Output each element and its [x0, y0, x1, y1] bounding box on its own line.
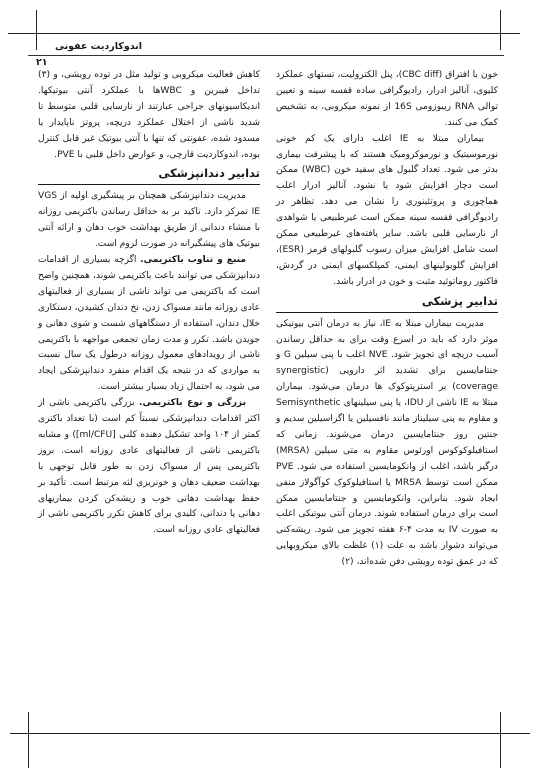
section-heading-text: تدابیر پزشکی — [416, 294, 498, 308]
section-heading-dental — [38, 166, 260, 185]
page-number: ۲۱ — [36, 57, 48, 68]
paragraph: مدیریت دندانپزشکی همچنان بر پیشگیری اولیه از VGS IE تمرکز دارد. تاکید بر به حداقل رساندن باکتریمی روزانه با منشاء دندانی از طریق بهداشت خوب دهان و ارائه آنتی بیوتیک های پیشگیرانه در صورت لزوم است. — [38, 191, 260, 250]
section-heading-text: تدابیر دندانپزشکی — [152, 166, 260, 180]
subheading: منبع و تناوب باکتریمی. — [140, 254, 246, 265]
subheading: بزرگی و نوع باکتریمی. — [139, 398, 246, 409]
paragraph: مدیریت بیماران مبتلا به IE، نیاز به درمان آنتی بیوتیکی موثر دارد که باید در اسرع وقت برای به حداقل رساندن آسیب دریچه ای تجویز شود. NVE اغلب با پنی سیلین G و جنتامایسین برای تشدید اثر دارویی (synergistic coverage) بر استرپتوکوک ها درمان می‌شود. بیماران مبتلا به IE ناشی از IDU، یا پنی سیلینهای Semisynthetic و مقاوم به پنی سیلیناز مانند نافسیلین یا اگزاسیلین سدیم و جنتین روز جنتامایسین درمان می‌شوند. زمانی که استافیلوکوکوس اورئوس مقاوم به متی سیلین (MRSA) درگیر باشد، اغلب از وانکومایسین استفاده می شود. PVE ممکن است توسط MRSA یا استافیلوکوک کوآگولاز منفی ایجاد شود. بنابراین، وانکومایسین و جنتامایسین ممکن است برای درمان استفاده شوند. درمان آنتی بیوتیکی اغلب به صورت IV به مدت ۴-۶ هفته تجویز می شود. ریشه‌کنی می‌تواند دشوار باشد به علت (۱) غلظت بالای میکروبهایی که در عمق توده رویشی دفن شده‌اند، (۲) — [276, 318, 499, 568]
crop-mark — [500, 712, 501, 768]
paragraph — [38, 253, 260, 396]
crop-mark — [36, 10, 37, 50]
right-column — [276, 68, 498, 571]
header-rule — [28, 55, 504, 56]
crop-mark — [8, 33, 520, 34]
left-column — [38, 68, 260, 539]
paragraph: خون با افتراق (CBC diff)، پنل الکترولیت، تستهای عملکرد کلیوی، آنالیز ادرار، رادیوگرافی ساده قفسه سینه و تعیین توالی RNA ریبوزومی 16S از نمونه میکروبی، به تشخیص کمک می کنند. — [276, 70, 499, 128]
crop-mark — [10, 733, 530, 734]
paragraph: بیماران مبتلا به IE اغلب دارای یک کم خونی نورموسیتیک و نورموکرومیک هستند که با پیشرفت بیماری بدتر می شود. تعداد گلبول های سفید خون (WBC) ممکن است دچار افزایش شود یا نشود. آنالیز ادرار اغلب هماچوری و پروتئینوری را نشان می دهد. تظاهر در رادیوگرافی قفسه سینه ممکن است غیرطبیعی یا شواهدی از نارسایی قلبی باشد. سایر یافته‌های غیرطبیعی ممکن است شامل افزایش میزان رسوب گلبولهای قرمز (ESR)، افزایش گلوبولینهای ایمنی، کمپلکسهای ایمنی در گردش، فاکتور روماتوئید مثبت و خون در ادرار باشد. — [276, 133, 498, 287]
paragraph: کاهش فعالیت میکروبی و تولید مثل در توده رویشی، و (۳) تداخل فیبرین و WBCها با عملکرد آنتی بیوتیکها. اندیکاسیونهای جراحی عبارتند از نارسایی قلبی متوسط تا شدید ناشی از اختلال عملکرد دریچه، پروتز ناپایدار یا مسدود شده، عفونتی که تنها با آنتی بیوتیک غیر قابل کنترل بوده، اندوکاردیت قارچی، و عوارض داخل قلبی با PVE. — [38, 70, 260, 160]
paragraph-body: بزرگی باکتریمی ناشی از اکثر اقدامات دندانپزشکی نسبتاً کم است (با تعداد باکتری کمتر از ۱۰۴ واحد تشکیل دهنده کلنی [ml/CFU]) و مشابه باکتریمی ناشی از فعالیتهای عادی روزانه است. بروز باکتریمی پس از مسواک زدن به طور قابل توجهی با بهداشت ضعیف دهان و خونریزی لثه مرتبط است. تأکید بر حفظ بهداشت دهانی خوب و ریشه‌کن کردن بیماریهای دهانی یا دندانی، کلیدی برای کاهش تکرر باکتریمی ناشی از فعالیتهای عادی روزانه است. — [38, 398, 260, 536]
section-heading-medical — [276, 294, 498, 313]
paragraph-body: اگرچه بسیاری از اقدامات دندانپزشکی می توانند باعث باکتریمی شوند، همچنین واضح است که باکتریمی می تواند ناشی از بسیاری از فعالیتهای عادی روزانه مانند مسواک زدن، نخ دندان کشیدن، دستکاری خلال دندان، استفاده از دستگاههای شست و شوی دهانی و جویدن باشد. تکرر و مدت زمان تجمعی مواجهه با باکتریمی ناشی از رویدادهای معمول روزانه درطول یک سال نسبت به مواردی که در نتیجه یک اقدام منفرد دندانپزشکی ایجاد می شود، به احتمال زیاد بسیار بیشتر است. — [38, 254, 260, 393]
running-title: اندوکاردیت عفونی — [55, 41, 143, 52]
paragraph — [38, 396, 260, 539]
crop-mark — [500, 10, 501, 50]
crop-mark — [28, 712, 29, 768]
